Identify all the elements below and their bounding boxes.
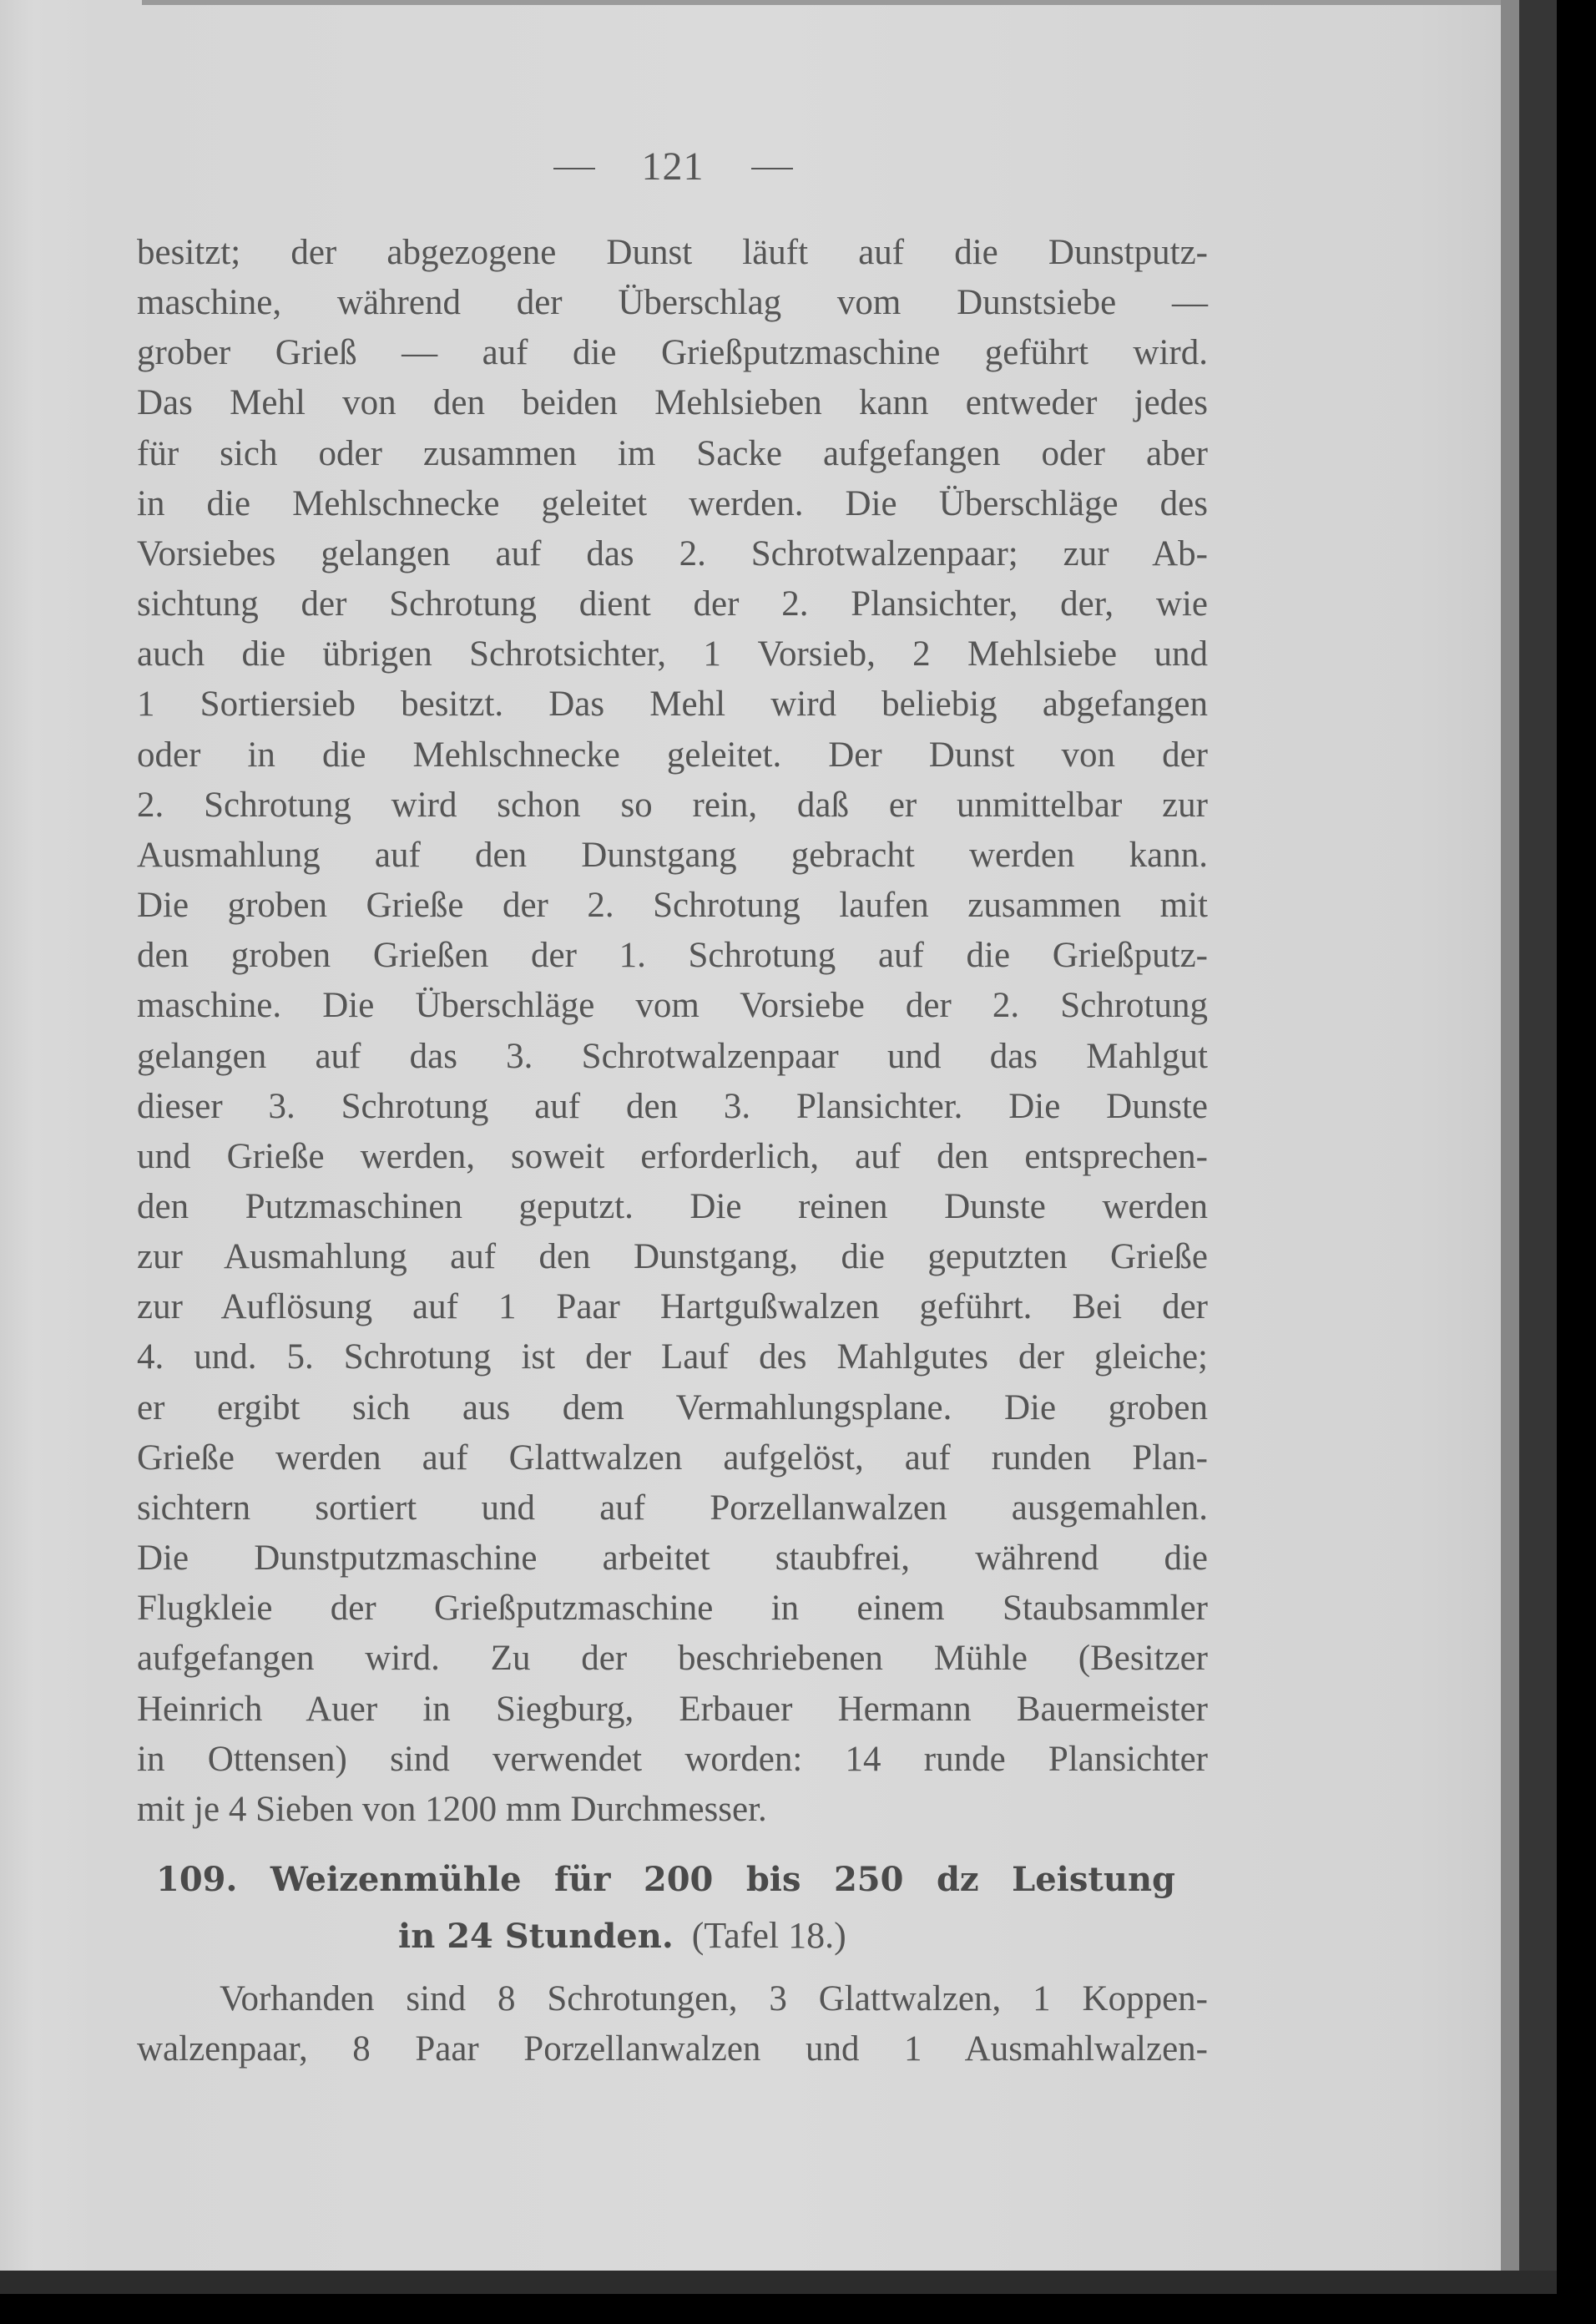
- text-line: Grieße werden auf Glattwalzen aufgelöst, auf runden Plan-: [137, 1437, 1208, 1478]
- text-line: oder in die Mehlschnecke geleitet. Der Dunst von der: [137, 735, 1208, 775]
- text-line: 4. und. 5. Schrotung ist der Lauf des Mahlgutes der gleiche;: [137, 1337, 1208, 1377]
- text-line: Flugkleie der Grießputzmaschine in einem Staubsammler: [137, 1589, 1208, 1629]
- text-line: Die groben Grieße der 2. Schrotung laufen zusammen mit: [137, 886, 1208, 926]
- page-bottom-edge: [0, 2271, 1557, 2294]
- book-binding-shadow: [1519, 0, 1557, 2287]
- text-line: zur Ausmahlung auf den Dunstgang, die geputzten Grieße: [137, 1237, 1208, 1277]
- text-line: Heinrich Auer in Siegburg, Erbauer Hermann Bauermeister: [137, 1689, 1208, 1729]
- text-line: Ausmahlung auf den Dunstgang gebracht werden kann.: [137, 835, 1208, 875]
- text-line: zur Auflösung auf 1 Paar Hartgußwalzen geführt. Bei der: [137, 1287, 1208, 1327]
- plate-reference: (Tafel 18.): [691, 1915, 846, 1956]
- text-line: Die Dunstputzmaschine arbeitet staubfrei, während die: [137, 1538, 1208, 1579]
- page-number-dash-left: [553, 168, 595, 169]
- text-line: grober Grieß — auf die Grießputzmaschine geführt wird.: [137, 333, 1208, 373]
- text-line: und Grieße werden, soweit erforderlich, auf den entsprechen-: [137, 1136, 1208, 1176]
- text-line: den Putzmaschinen geputzt. Die reinen Dunste werden: [137, 1186, 1208, 1226]
- page-number-dash-right: [751, 168, 793, 169]
- text-line: mit je 4 Sieben von 1200 mm Durchmesser.: [137, 1789, 767, 1829]
- text-line: aufgefangen wird. Zu der beschriebenen Mühle (Besitzer: [137, 1639, 1208, 1679]
- text-line: maschine, während der Überschlag vom Dunstsiebe —: [137, 283, 1208, 323]
- page-top-edge: [142, 0, 1503, 5]
- text-line: in Ottensen) sind verwendet worden: 14 runde Plansichter: [137, 1739, 1208, 1779]
- page-number-value: 121: [641, 144, 705, 189]
- text-line: 2. Schrotung wird schon so rein, daß er unmittelbar zur: [137, 785, 1208, 825]
- text-line: den groben Grießen der 1. Schrotung auf die Grießputz-: [137, 936, 1208, 976]
- text-line: sichtern sortiert und auf Porzellanwalzen ausgemahlen.: [137, 1488, 1208, 1528]
- page-number: [0, 144, 1346, 189]
- text-line: Vorsiebes gelangen auf das 2. Schrotwalzenpaar; zur Ab-: [137, 533, 1208, 573]
- text-line: er ergibt sich aus dem Vermahlungsplane. Die groben: [137, 1387, 1208, 1427]
- page-right-edge: [1501, 0, 1519, 2287]
- text-line: walzenpaar, 8 Paar Porzellanwalzen und 1 Ausmahlwalzen-: [137, 2029, 1208, 2069]
- text-line: besitzt; der abgezogene Dunst läuft auf die Dunstputz-: [137, 233, 1208, 272]
- section-heading-continued: [398, 1914, 846, 1957]
- text-line: sichtung der Schrotung dient der 2. Plansichter, der, wie: [137, 584, 1208, 624]
- section-heading-line2: in 24 Stunden.: [398, 1917, 674, 1956]
- text-line: für sich oder zusammen im Sacke aufgefangen oder aber: [137, 433, 1208, 473]
- text-line: in die Mehlschnecke geleitet werden. Die Überschläge des: [137, 483, 1208, 523]
- text-line: Vorhanden sind 8 Schrotungen, 3 Glattwalzen, 1 Koppen-: [220, 1979, 1208, 2018]
- text-line: auch die übrigen Schrotsichter, 1 Vorsieb, 2 Mehlsiebe und: [137, 634, 1208, 674]
- text-line: 1 Sortiersieb besitzt. Das Mehl wird beliebig abgefangen: [137, 685, 1208, 725]
- text-line: Das Mehl von den beiden Mehlsieben kann entweder jedes: [137, 383, 1208, 423]
- section-paragraph: [137, 1974, 1208, 2074]
- section-heading: 109. Weizenmühle für 200 bis 250 dz Leistung: [156, 1860, 1175, 1899]
- text-line: dieser 3. Schrotung auf den 3. Plansichter. Die Dunste: [137, 1086, 1208, 1126]
- text-line: maschine. Die Überschläge vom Vorsiebe der 2. Schrotung: [137, 986, 1208, 1026]
- body-paragraph: [137, 228, 1208, 1835]
- text-line: gelangen auf das 3. Schrotwalzenpaar und das Mahlgut: [137, 1036, 1208, 1076]
